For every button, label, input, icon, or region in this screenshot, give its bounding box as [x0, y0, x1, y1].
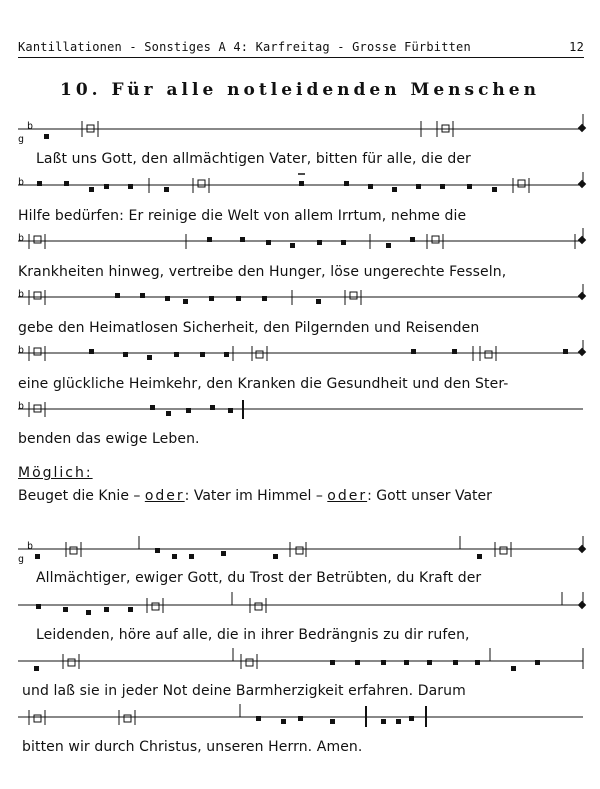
lyric-line: und laß sie in jeder Not deine Barmherzigkeit erfahren. Darum: [22, 683, 466, 699]
lyric-line: Allmächtiger, ewiger Gott, du Trost der Betrübten, du Kraft der: [36, 570, 482, 586]
page-number: 12: [569, 40, 584, 54]
svg-text:g: g: [18, 554, 25, 565]
lyric-line: Leidenden, höre auf alle, die in ihrer Bedrängnis zu dir rufen,: [36, 627, 470, 643]
notes-staff-7: [18, 536, 586, 565]
chant-title: 10. Für alle notleidenden Menschen: [60, 80, 540, 100]
notes-staff-10: [29, 704, 426, 727]
clef-g: g: [18, 134, 25, 145]
lyric-line: bitten wir durch Christus, unseren Herrn. Amen.: [22, 739, 363, 755]
oder-label: oder: [327, 488, 368, 504]
svg-text:b: b: [18, 345, 25, 356]
running-title: Kantillationen - Sonstiges A 4: Karfreitag - Grosse Fürbitten: [18, 40, 471, 54]
option-text: Beuget die Knie –: [18, 488, 145, 504]
flat-sign: b: [27, 121, 34, 132]
notes-staff-5: [18, 340, 586, 361]
section-heading: Möglich:: [18, 465, 93, 481]
oder-label: oder: [144, 488, 185, 504]
lyric-line: eine glückliche Heimkehr, den Kranken die Gesundheit und den Ster-: [18, 376, 509, 392]
svg-text:b: b: [18, 289, 25, 300]
notes-staff-1: [44, 114, 586, 139]
notes-staff-3: [18, 228, 586, 249]
lyric-line: Laßt uns Gott, den allmächtigen Vater, bitten für alle, die der: [36, 151, 471, 167]
lyric-line: benden das ewige Leben.: [18, 431, 200, 447]
option-text: : Vater im Himmel –: [184, 488, 328, 504]
svg-text:b: b: [27, 541, 34, 552]
lyric-line: gebe den Heimatlosen Sicherheit, den Pilgernden und Reisenden: [18, 320, 480, 336]
options-line: [18, 488, 492, 504]
svg-text:b: b: [18, 233, 25, 244]
svg-text:b: b: [18, 401, 25, 412]
notes-staff-8: [36, 592, 586, 615]
lyric-line: Hilfe bedürfen: Er reinige die Welt von allem Irrtum, nehme die: [18, 208, 467, 224]
option-text: : Gott unser Vater: [367, 488, 492, 504]
notes-staff-4: [18, 284, 586, 305]
notes-staff-9: [34, 648, 583, 671]
notes-staff-2: [18, 172, 586, 193]
lyric-line: Krankheiten hinweg, vertreibe den Hunger, löse ungerechte Fesseln,: [18, 264, 507, 280]
svg-text:b: b: [18, 177, 25, 188]
